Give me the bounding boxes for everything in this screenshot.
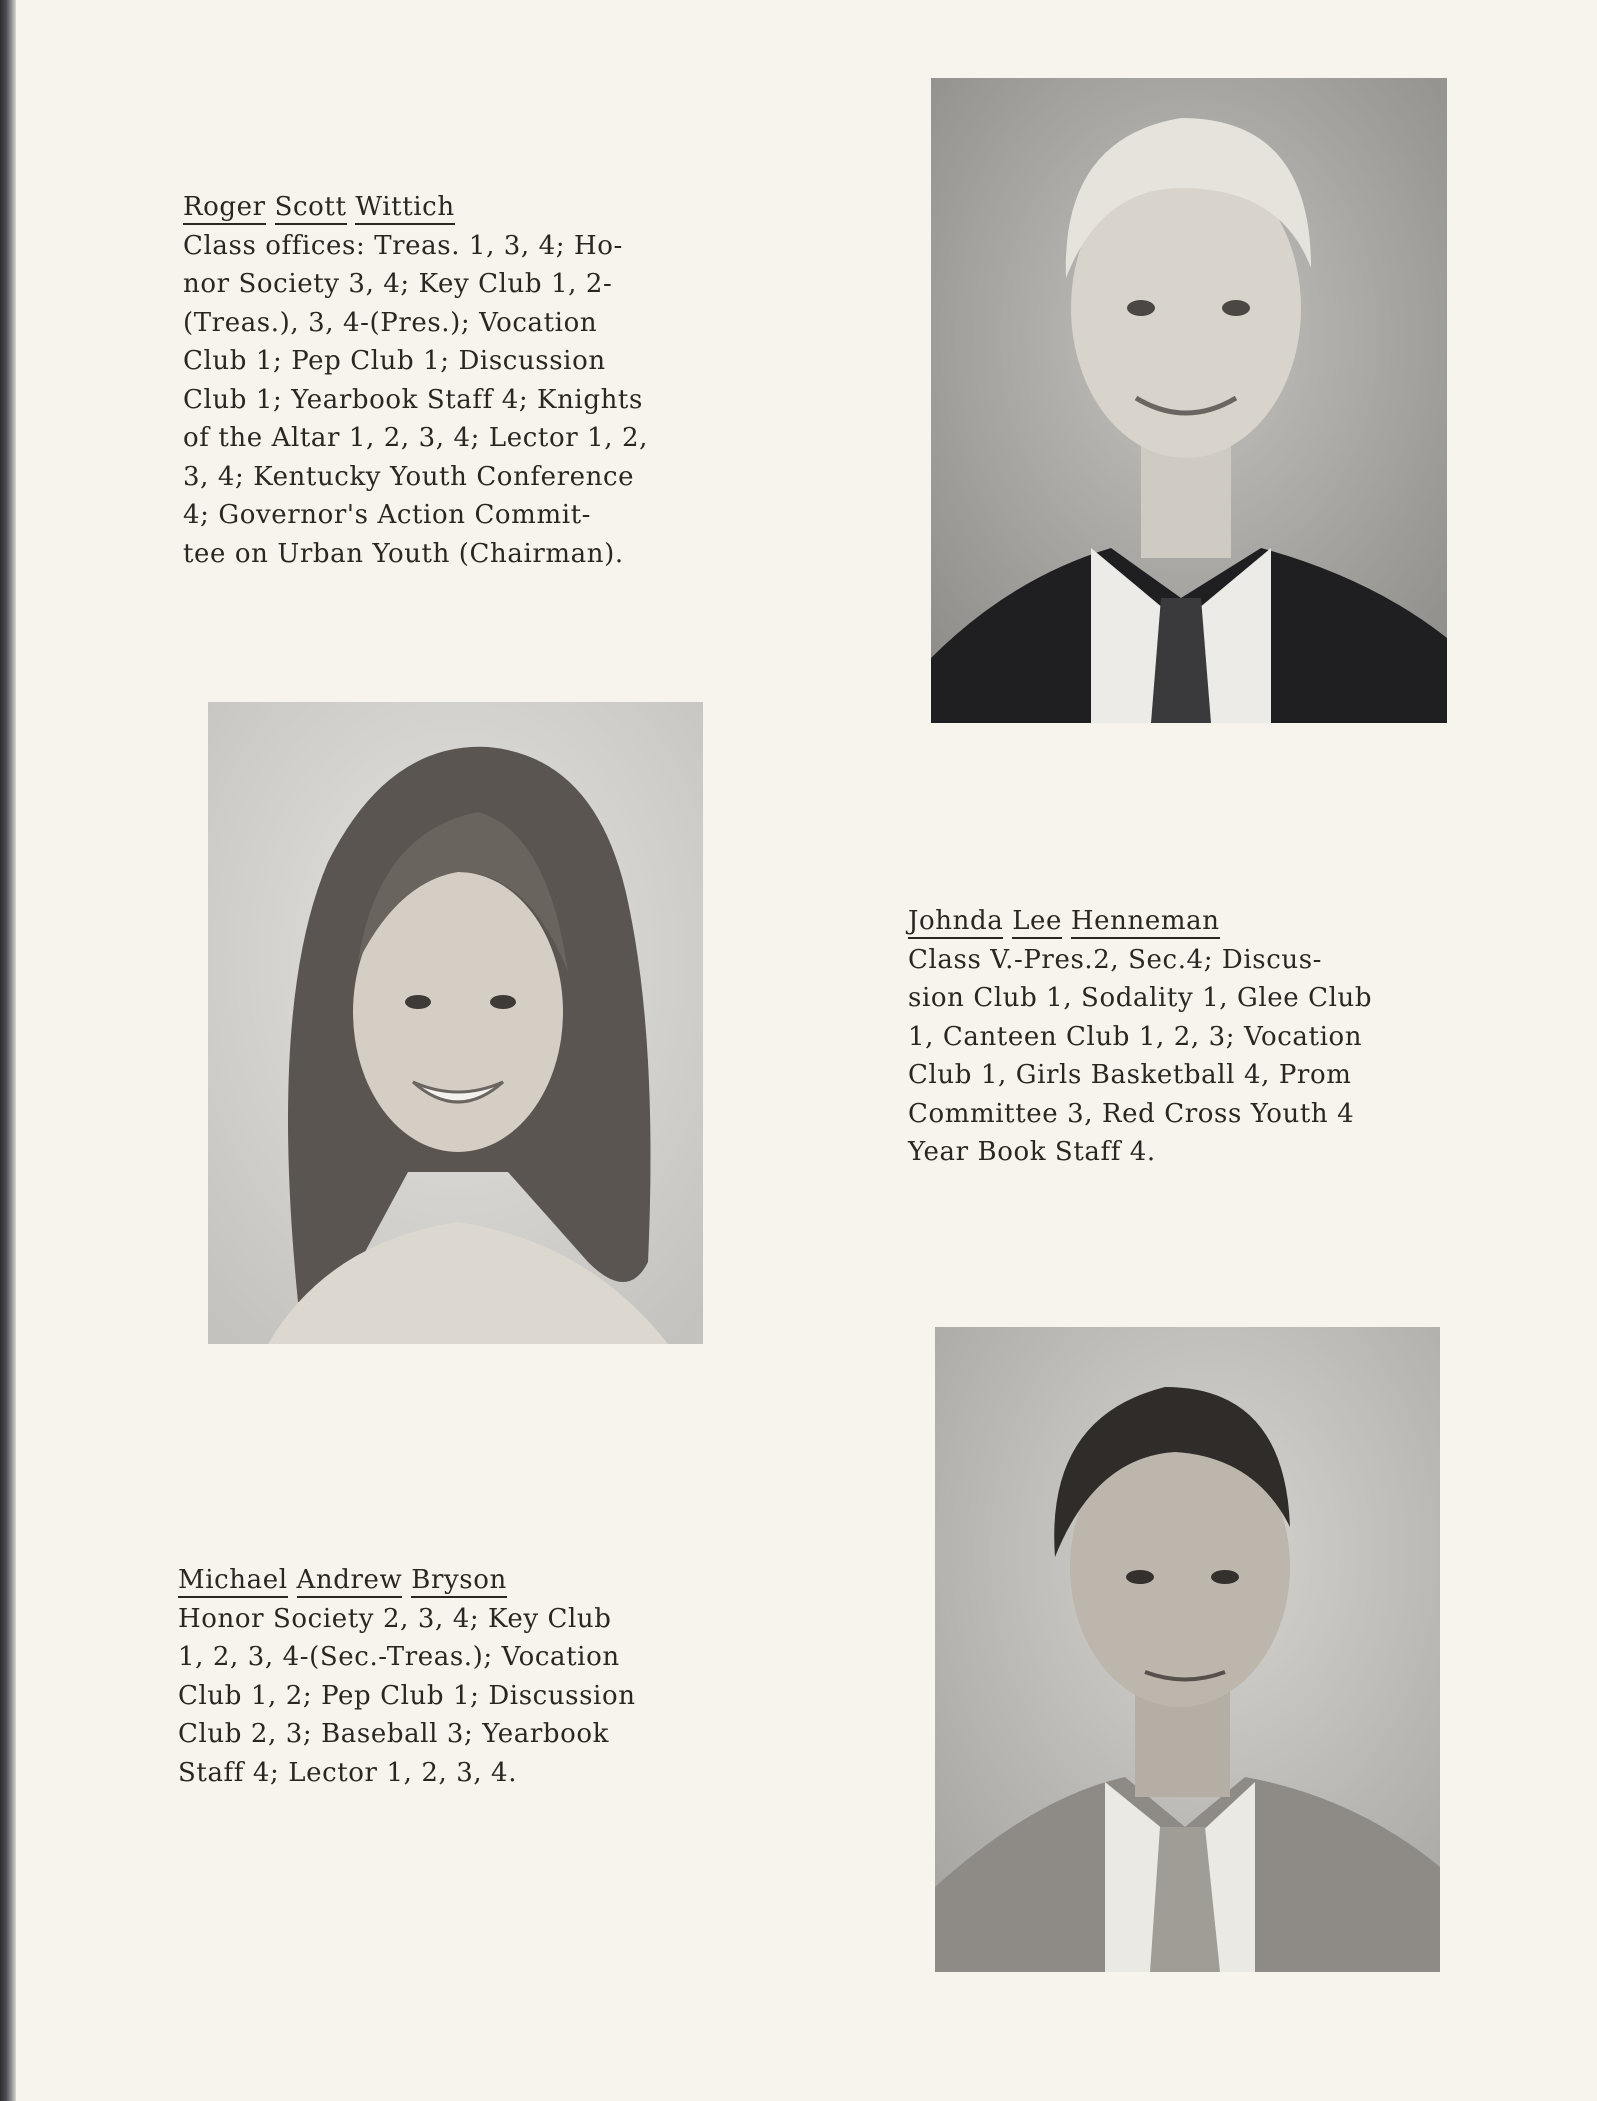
name-part: Lee [1012,906,1062,939]
bio-line: 1, 2, 3, 4-(Sec.-Treas.); Vocation [178,1642,620,1672]
bio-line: Staff 4; Lector 1, 2, 3, 4. [178,1757,518,1788]
bio-line: Committee 3, Red Cross Youth 4 [908,1098,1355,1129]
bio-line: 1, Canteen Club 1, 2, 3; Vocation [908,1021,1363,1052]
page-binding-edge [0,0,16,2101]
name-part: Wittich [355,192,454,225]
portrait-photo-michael [935,1327,1440,1972]
student-name-johnda [908,902,1372,941]
portrait-photo-roger [931,78,1447,723]
bio-line: 4; Governor's Action Commit- [183,500,592,530]
bio-line: Year Book Staff 4. [908,1137,1156,1167]
bio-line: Class offices: Treas. 1, 3, 4; Ho- [183,230,623,261]
name-part: Andrew [297,1565,403,1598]
bio-line: Club 1; Yearbook Staff 4; Knights [183,384,643,415]
name-part: Bryson [411,1565,507,1598]
bio-line: 3, 4; Kentucky Youth Conference [183,461,635,492]
bio-line: Honor Society 2, 3, 4; Key Club [178,1603,612,1634]
bio-line: Club 1, 2; Pep Club 1; Discussion [178,1680,636,1711]
bio-line: Class V.-Pres.2, Sec.4; Discus- [908,944,1323,975]
bio-line: nor Society 3, 4; Key Club 1, 2- [183,269,613,299]
name-part: Roger [183,192,266,225]
bio-line: Club 1; Pep Club 1; Discussion [183,346,606,376]
bio-line: (Treas.), 3, 4-(Pres.); Vocation [183,307,598,338]
bio-line: Club 1, Girls Basketball 4, Prom [908,1060,1352,1090]
name-part: Henneman [1071,906,1220,939]
bio-line: tee on Urban Youth (Chairman). [183,538,624,569]
portrait-photo-johnda [208,702,703,1344]
student-bio-michael [178,1561,636,1792]
student-bio-johnda [908,902,1372,1172]
name-part: Johnda [908,906,1003,939]
bio-line: sion Club 1, Sodality 1, Glee Club [908,983,1373,1013]
student-name-michael [178,1561,636,1600]
bio-line: Club 2, 3; Baseball 3; Yearbook [178,1719,609,1749]
name-part: Michael [178,1565,288,1598]
bio-line: of the Altar 1, 2, 3, 4; Lector 1, 2, [183,423,648,453]
student-bio-roger [183,188,648,573]
name-part: Scott [275,192,347,225]
student-name-roger [183,188,648,227]
